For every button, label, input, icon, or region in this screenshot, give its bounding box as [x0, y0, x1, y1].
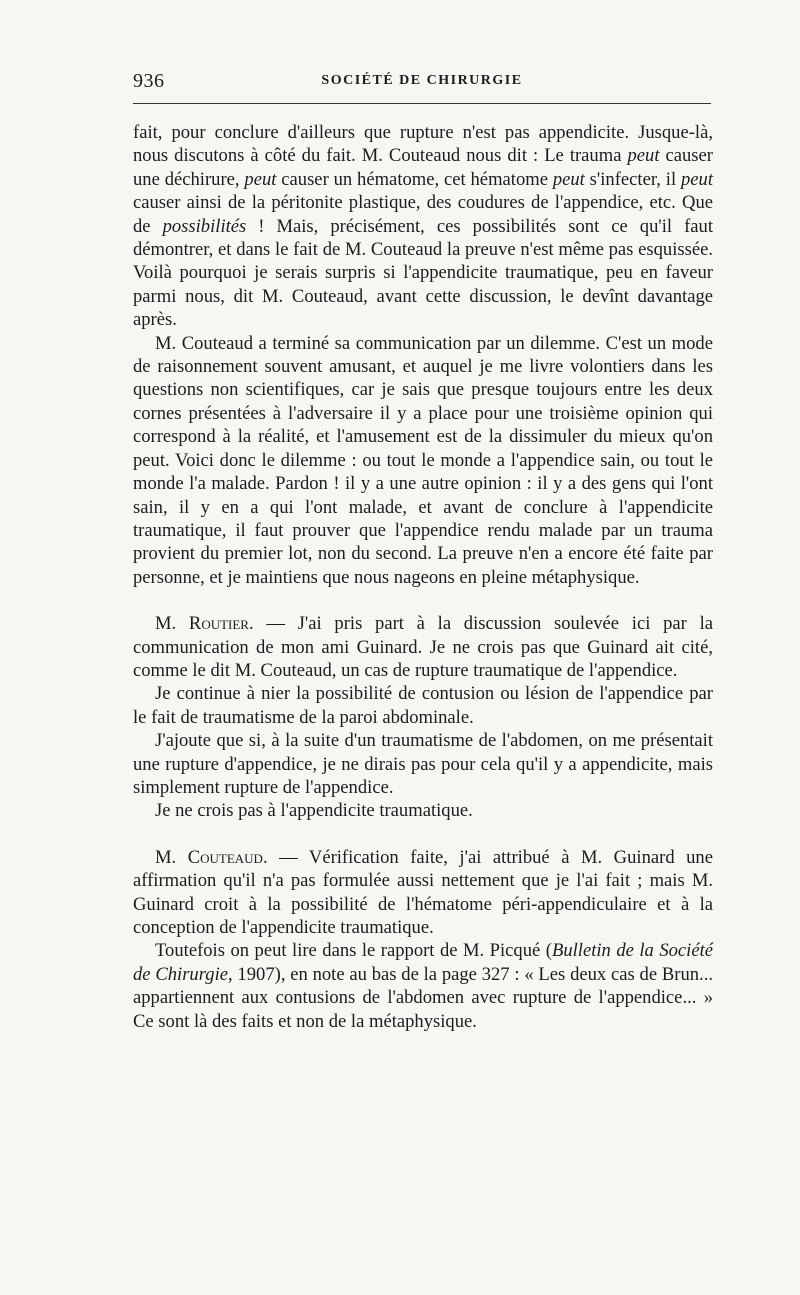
speaker-name: Routier — [188, 613, 249, 635]
page-header — [133, 70, 711, 100]
speaker-paragraph: M. Routier. — J'ai pris part à la discussion soulevée ici par la communication de mon ami Guinard. Je ne crois pas que Guinard ait cité, comme le dit M. Couteaud, un cas de rupture traumatique de l'appendice. — [133, 613, 713, 681]
speaker-name: Couteaud — [187, 846, 263, 868]
italic-text: peut — [552, 168, 585, 190]
page-number: 936 — [133, 70, 165, 92]
italic-text: possibilités — [162, 215, 247, 237]
italic-text: peut — [244, 168, 277, 190]
running-title: SOCIÉTÉ DE CHIRURGIE — [321, 73, 523, 88]
paragraph: fait, pour conclure d'ailleurs que rupture n'est pas appendicite. Jusque-là, nous discutons à côté du fait. M. Couteaud nous dit : Le trauma peut causer une déchirure, peut causer un hématome, cet hématome peut s'infecter, il peut causer ainsi de la péritonite plastique, des coudures de l'appendice, etc. Que de possibilités ! Mais, précisément, ces possibilités sont ce qu'il faut démontrer, et dans le fait de M. Couteaud la preuve n'est même pas esquissée. Voilà pourquoi je serais surpris si l'appendicite traumatique, peu en faveur parmi nous, dit M. Couteaud, avant cette discussion, le devînt davantage après. — [133, 122, 714, 331]
body-text — [133, 121, 713, 1033]
header-rule — [133, 103, 711, 104]
paragraph: J'ajoute que si, à la suite d'un traumatisme de l'abdomen, on me présentait une rupture d'appendice, je ne dirais pas pour cela qu'il y a appendicite, mais simplement rupture de l'appendice. — [133, 730, 713, 798]
italic-text: peut — [627, 145, 660, 167]
paragraph: Toutefois on peut lire dans le rapport de M. Picqué (Bulletin de la Société de Chirurgie, 1907), en note au bas de la page 327 : « Les deux cas de Brun... appartiennent aux contusions de l'abdomen avec rupture de l'appendice... » Ce sont là des faits et non de la métaphysique. — [133, 940, 713, 1032]
paragraph: Je continue à nier la possibilité de contusion ou lésion de l'appendice par le fait de traumatisme de la paroi abdominale. — [133, 683, 713, 728]
paragraph: M. Couteaud a terminé sa communication par un dilemme. C'est un mode de raisonnement souvent amusant, et auquel je me livre volontiers dans les questions non scientifiques, car je sais que presque toujours entre les deux cornes présentées à l'adversaire il y a place pour une troisième opinion qui correspond à la réalité, et l'amusement est de la dissimuler du mieux qu'on peut. Voici donc le dilemme : ou tout le monde a l'appendice sain, ou tout le monde l'a malade. Pardon ! il y a une autre opinion : il y a des gens qui l'ont sain, il y en a qui l'ont malade, et avant de conclure à l'appendicite traumatique, il faut prouver que l'appendice rendu malade par un trauma provient du premier lot, non du second. La preuve n'en a encore été faite par personne, et je maintiens que nous nageons en pleine métaphysique. — [133, 332, 713, 588]
paragraph: Je ne crois pas à l'appendicite traumatique. — [155, 800, 473, 822]
italic-text: peut — [680, 168, 713, 190]
speaker-paragraph: M. Couteaud. — Vérification faite, j'ai attribué à M. Guinard une affirmation qu'il n'a pas formulée aussi nettement que je l'ai fait ; mais M. Guinard croit à la possibilité de l'hématome péri-appendiculaire et à la conception de l'appendicite traumatique. — [133, 846, 713, 938]
italic-text: Bulletin de la Société de Chirurgie — [133, 940, 713, 985]
